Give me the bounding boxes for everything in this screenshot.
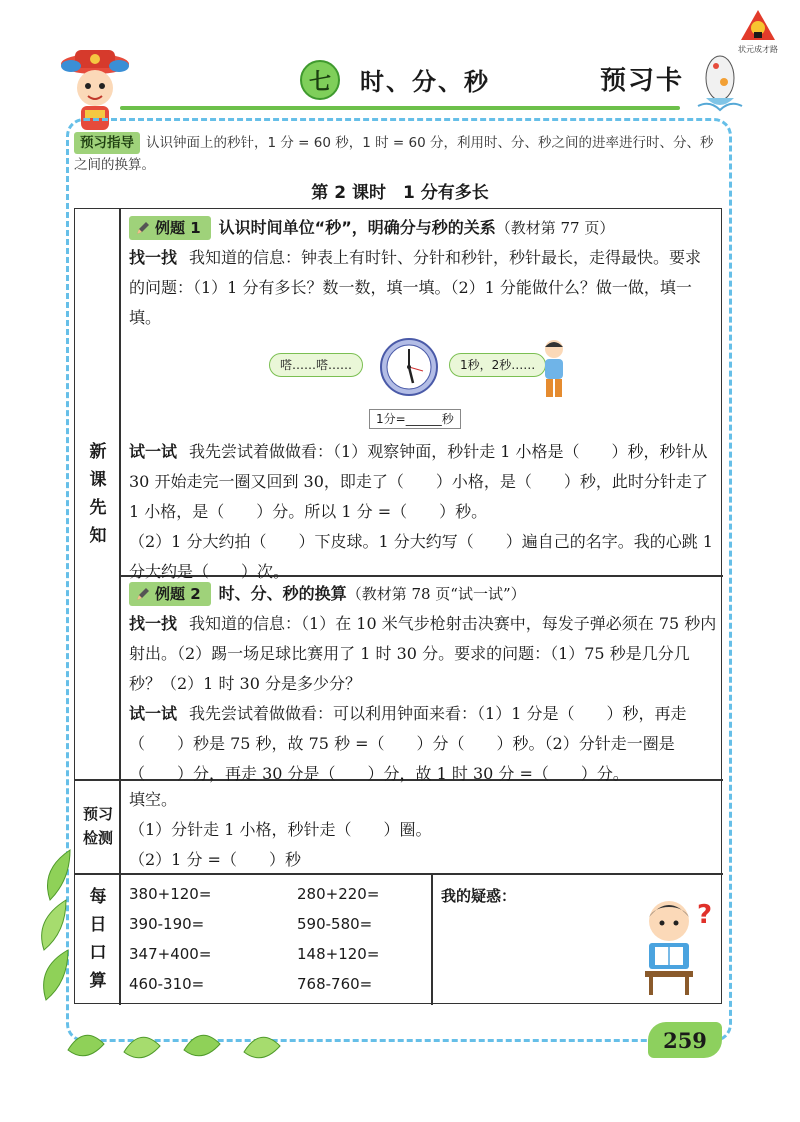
example-2-ref: （教材第 78 页“试一试”）: [346, 585, 526, 603]
pencil-icon: [135, 586, 151, 602]
preview-check-item-1: （1）分针走 1 小格，秒针走（ ）圈。: [129, 820, 432, 839]
example-1: [129, 213, 717, 587]
preview-card-label: 预习卡: [600, 66, 685, 96]
example-2-head: [129, 579, 717, 609]
pencil-icon: [135, 220, 151, 236]
oral-item: 768-760=: [297, 975, 373, 993]
oral-item: 590-580=: [297, 915, 373, 933]
preview-check: [129, 785, 717, 875]
oral-item: 148+120=: [297, 945, 380, 963]
my-doubts-label: 我的疑惑：: [441, 887, 517, 905]
example-1-head: [129, 213, 717, 243]
oral-item: 280+220=: [297, 885, 380, 903]
example-1-ref: （教材第 77 页）: [495, 219, 615, 237]
guide-tag: 预习指导: [74, 132, 140, 154]
example-1-tag: 例题 1: [129, 216, 211, 240]
side-label-daily-oral: 每 日 口 算: [89, 887, 107, 991]
oral-item: 380+120=: [129, 885, 212, 903]
page-number: 259: [648, 1022, 722, 1058]
oral-left-column: [129, 879, 211, 999]
brand-logo-icon: [739, 8, 777, 42]
brand-name: 状元成才路: [738, 45, 778, 54]
oral-item: 390-190=: [129, 915, 205, 933]
worksheet-grid: [74, 208, 722, 1004]
header-rule: [120, 106, 680, 110]
preview-check-intro: 填空。: [129, 790, 178, 809]
leaf-decoration-icon: [30, 840, 80, 1020]
koi-fish-icon: [690, 48, 750, 118]
example-2: [129, 579, 717, 789]
speech-bubble-left: 嗒……嗒……: [269, 353, 363, 377]
reading-student-icon: [635, 893, 715, 997]
oral-item: 347+400=: [129, 945, 212, 963]
unit-title: 时、分、秒: [360, 68, 490, 96]
example-2-title: 时、分、秒的换算: [218, 584, 347, 603]
oral-right-column: [297, 879, 379, 999]
example-1-find: 找一找 我知道的信息：钟表上有时针、分针和秒针，秒针最长，走得最快。要求的问题：（1）1 分有多长？数一数，填一填。（2）1 分能做什么？做一做，填一填。: [129, 248, 702, 327]
fill-blank-seconds: 1分=______秒: [369, 409, 461, 429]
example-1-try-2: （2）1 分大约拍（ ）下皮球。1 分大约写（ ）遍自己的名字。我的心跳 1 分大约是（ ）次。: [129, 532, 713, 581]
example-2-tag: 例题 2: [129, 582, 211, 606]
unit-number-badge: 七: [300, 60, 340, 100]
example-1-title: 认识时间单位“秒”，明确分与秒的关系: [218, 218, 496, 237]
unit-header: [0, 40, 800, 120]
preview-guide: [74, 132, 726, 176]
student-counting-icon: [537, 337, 571, 403]
preview-check-item-2: （2）1 分 =（ ）秒: [129, 850, 301, 869]
side-label-new-lesson: 新 课 先 知: [89, 442, 107, 546]
clock-illustration: [129, 337, 717, 433]
leaf-border-icon: [64, 1020, 304, 1066]
example-2-find: 找一找 我知道的信息：（1）在 10 米气步枪射击决赛中，每发子弹必须在 75 秒内射出。（2）踢一场足球比赛用了 1 时 30 分。要求的问题：（1）75 秒是几分几秒？（2）1 时 30 分是多少分？: [129, 614, 717, 693]
svg-text:?: ?: [697, 900, 713, 930]
lesson-title: 第 2 课时 1 分有多长: [311, 183, 489, 203]
side-label-preview-check: 预习 检测: [82, 805, 113, 847]
guide-text: 认识钟面上的秒针，1 分 = 60 秒，1 时 = 60 分，利用时、分、秒之间的进率进行时、分、秒之间的换算。: [74, 135, 714, 173]
example-1-try-1: 试一试 我先尝试着做做看：（1）观察钟面，秒针走 1 小格是（ ）秒，秒针从 30 开始走完一圈又回到 30，即走了（ ）小格，是（ ）秒，此时分针走了 1 小格，是（ ）分。所以 1 分 =（ ）秒。: [129, 442, 708, 521]
example-2-try: 试一试 我先尝试着做做看：可以利用钟面来看：（1）1 分是（ ）秒，再走（ ）秒是 75 秒，故 75 秒 =（ ）分（ ）秒。（2）分针走一圈是（ ）分，再走 30 分是（ ）分，故 1 时 30 分 =（ ）分。: [129, 704, 687, 783]
oral-item: 460-310=: [129, 975, 205, 993]
speech-bubble-right: 1秒，2秒……: [449, 353, 546, 377]
clock-icon: [379, 337, 439, 397]
oral-divider: [431, 873, 433, 1005]
